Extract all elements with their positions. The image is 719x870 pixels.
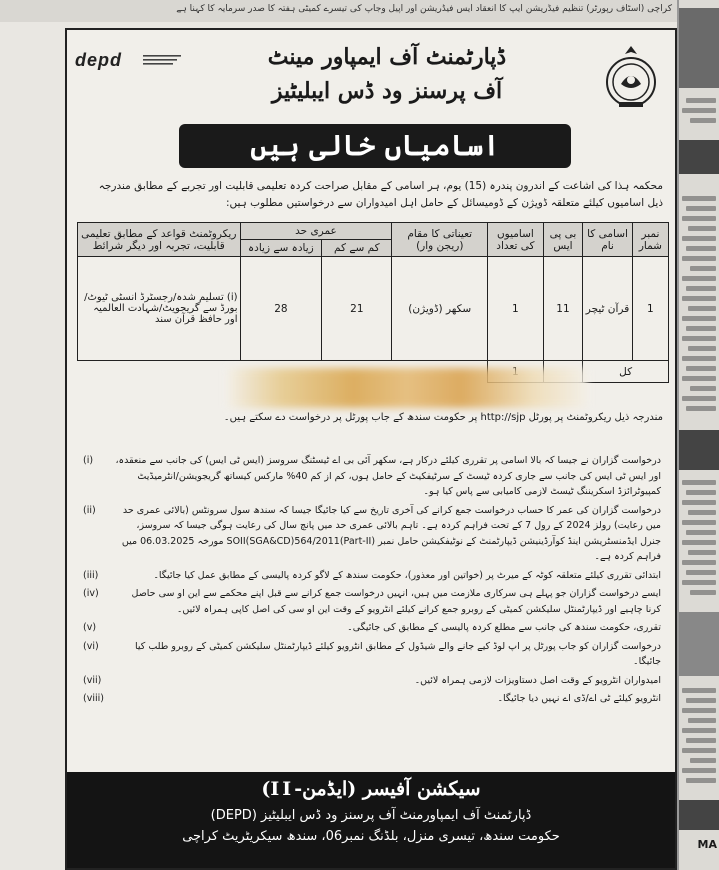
list-item: (iii) ابتدائی تقرری کیلئے متعلقہ کوٹہ کے میرٹ پر (خواتین اور معذور)، حکومت سندھ کے لاگو کردہ پالیسی کے مطابق عمل کیا جائیگا۔ — [83, 569, 661, 581]
footer-department: ڈپارٹمنٹ آف ایمپاورمنٹ آف پرسنز ود ڈس ایبلیٹیز (DEPD) — [210, 808, 532, 823]
adjacent-column-text: MA — [697, 838, 717, 851]
cell-serial: 1 — [632, 257, 668, 361]
job-advertisement — [65, 28, 677, 870]
th-age-min: کم سے کم — [322, 240, 392, 257]
adjacent-dark-box — [679, 430, 719, 470]
portal-text-before: مندرجہ ذیل ریکروٹمنٹ پر پورٹل — [528, 412, 663, 423]
adjacent-headline-block — [679, 140, 719, 174]
list-item: (viii) انٹرویو کیلئے ٹی اے/ڈی اے نہیں دیا جائیگا۔ — [83, 693, 661, 704]
cell-total-label: کل — [583, 361, 669, 383]
th-serial: نمبر شمار — [632, 223, 668, 257]
cell-qualification: (i) تسلیم شدہ/رجسٹرڈ انسٹی ٹیوٹ/بورڈ سے گریجویٹ/شہادت العالمیہ اور حافظ قرآن سند — [78, 257, 241, 361]
th-age-max: زیادہ سے زیادہ — [240, 240, 322, 257]
department-name-line1: ڈپارٹمنٹ آف ایمپاور مینٹ — [267, 44, 507, 70]
vacancies-table — [77, 222, 669, 383]
sindh-government-seal-icon — [603, 44, 659, 110]
adjacent-newspaper-column — [677, 0, 719, 870]
th-posting: تعیناتی کا مقام (ریجن وار) — [392, 223, 488, 257]
vacancies-banner: اسامیاں خالی ہیں — [179, 124, 571, 168]
table-row — [78, 257, 669, 361]
list-item: (i) درخواست گزاران نے جیسا کہ بالا اسامی پر تقرری کیلئے درکار ہے، سکھر آئی بی اے ٹیسٹنگ سروسز (ایس ٹی ایس) کی جانب سے منعقدہ، اور ایس ٹی ایس کی جانب سے جاری کردہ ٹیسٹ کے سرٹیفکیٹ کے حامل ہوں، کم از کم 40% مارکس کیساتھ گریجویشن/انٹرمیڈیٹ کمپیوٹرائزڈ اسکریننگ ٹیسٹ لازمی کامیابی سے پاس کیا ہو۔ — [83, 455, 661, 497]
cell-count: 1 — [488, 257, 544, 361]
cell-posting: سکھر (ڈویژن) — [392, 257, 488, 361]
footer-address: حکومت سندھ، تیسری منزل، بلڈنگ نمبر06، سندھ سیکریٹریٹ کراچی — [182, 829, 560, 844]
th-bps: بی پی ایس — [543, 223, 583, 257]
cell-age-max: 28 — [240, 257, 322, 361]
th-qualification: ریکروٹمنٹ قواعد کے مطابق تعلیمی قابلیت، تجربہ اور دیگر شرائط — [78, 223, 241, 257]
list-item: (vi) درخواست گزاران کو جاب پورٹل پر اپ لوڈ کیے جانے والے شیڈول کے مطابق انٹرویو کیلئے ڈیپارٹمنٹل سلیکشن کمیٹی کے روبرو طلب کیا جائیگا۔ — [83, 640, 661, 667]
newspaper-top-strip: کراچی (اسٹاف رپورٹر) تنظیم فیڈریشن ایپ کا انعقاد ایس فیڈریشن اور اپیل وجاپ کی تیسرے کمیٹی ہفتہ کا صدر سرمایہ کا کہنا ہے — [0, 0, 690, 22]
intro-paragraph: محکمہ ہذا کی اشاعت کے اندرون پندرہ (15) یوم، ہر اسامی کے مقابل صراحت کردہ تعلیمی قابلیت اور تجربے کے مطابق مندرجہ ذیل اسامیوں کیلئے متعلقہ ڈویژن کے ڈومیسائل کے حامل اہل امیدواران سے درخواستیں مطلوب ہیں: — [98, 180, 663, 209]
job-portal-paragraph — [81, 410, 663, 426]
list-item: (v) تقرری، حکومت سندھ کی جانب سے مطلع کردہ پالیسی کے مطابق کی جائیگی۔ — [83, 622, 661, 633]
list-item: (vii) امیدواران انٹرویو کے وقت اصل دستاویزات لازمی ہمراہ لائیں۔ — [83, 674, 661, 686]
th-count: اسامیوں کی تعداد — [488, 223, 544, 257]
depd-logo: depd — [75, 50, 122, 70]
footer-officer: سیکشن آفیسر (ایڈمن-II) — [261, 778, 481, 800]
instructions-list — [77, 453, 671, 710]
list-item: (iv) ایسے درخواست گزاران جو پہلے ہی سرکاری ملازمت میں ہیں، انہیں درخواست جمع کرانے سے قبل اپنے محکمے سے این او سی حاصل کرنا چاہیے اور ڈیپارٹمنٹل سلیکشن کمیٹی کے روبرو جمع کرانے کیلئے انٹرویو کے وقت این او سی کی اصل کاپی ہمراہ لائیں۔ — [83, 588, 661, 615]
th-post: اسامی کا نام — [583, 223, 633, 257]
department-name-line2: آف پرسنز ود ڈس ایبلیٹیز — [271, 78, 503, 104]
list-item: (ii) درخواست گزاران کی عمر کا حساب درخواست جمع کرانے کی آخری تاریخ سے کیا جائیگا جیسا کہ سندھ سول سرونٹس (بالائی عمری حد میں رعایت) رولز 2024 کے رول 7 کے تحت فراہم کردہ ہے۔ تاہم بالائی عمری حد میں پانچ سال کی رعایت ہوگی جیسا کہ سروسز، جنرل ایڈمنسٹریشن اینڈ کوآرڈینیشن ڈیپارٹمنٹ کے نوٹیفکیشن حامل نمبر SOII(SGA&CD)564/2011(Part-II) مورخہ 06.03.2025 میں فراہم کردہ ہے۔ — [83, 504, 661, 562]
adjacent-photo — [679, 8, 719, 88]
cell-post: قرآن ٹیچر — [583, 257, 633, 361]
adjacent-image-box — [679, 612, 719, 676]
portal-url: http://sjp — [480, 412, 526, 423]
cell-age-min: 21 — [322, 257, 392, 361]
portal-text-after: پر حکومت سندھ کے جاب پورٹل پر درخواست دے سکتے ہیں۔ — [223, 412, 478, 423]
adjacent-dark-box-2 — [679, 800, 719, 830]
issuer-footer — [67, 772, 675, 868]
cell-bps: 11 — [543, 257, 583, 361]
blurred-overlay — [227, 368, 587, 408]
th-age: عمری حد — [240, 223, 392, 240]
